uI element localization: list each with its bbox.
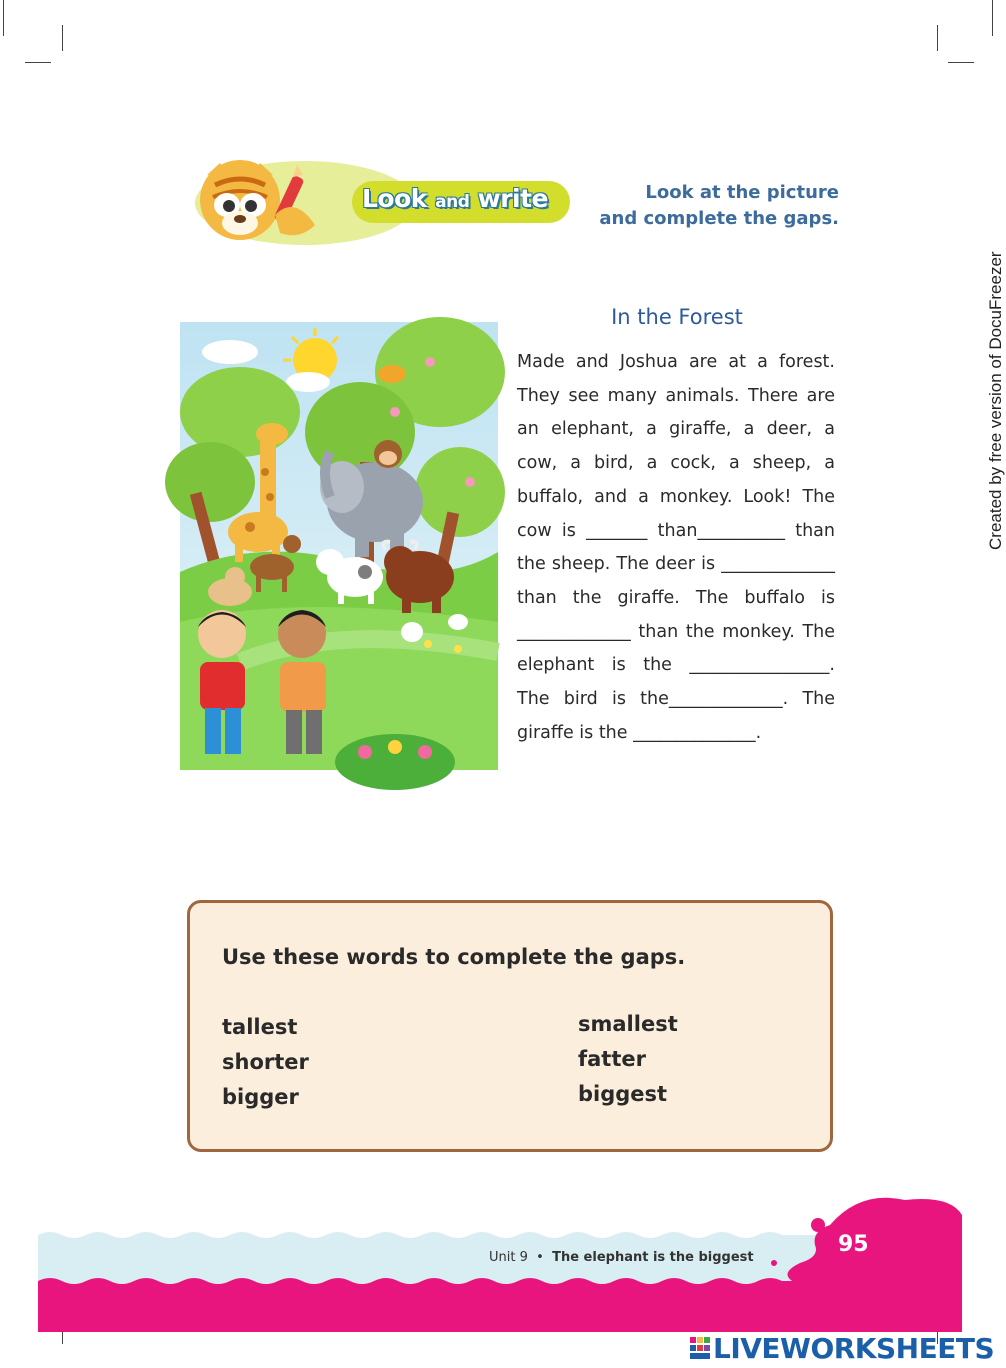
word-box-title: Use these words to complete the gaps. [222,945,686,969]
section-title: Look and write [362,184,549,213]
story-paragraph: Made and Joshua are at a forest. They see many animals. There are an elephant, a giraffe, a deer, a cow, a bird, a cock, a sheep, a buffalo, and a monkey. Look! The cow is _______ than__________ than the sheep. The deer is _____________ than the giraffe. The buffalo is _____________ than the monkey. The elephant is the ________________. The bird is the_____________. The giraffe is the ______________. [517,352,835,743]
instruction-text: Look at the picture and complete the gaps. [599,182,839,229]
page-number: 95 [838,1232,869,1257]
hen-icon [448,614,468,630]
word-item: fatter [578,1047,646,1071]
word-item: biggest [578,1082,668,1106]
forest-illustration [180,322,498,770]
word-item: bigger [222,1085,299,1109]
word-item: smallest [578,1012,678,1036]
liveworksheets-blocks-icon [690,1337,710,1359]
crop-mark [992,0,993,36]
cock-icon [401,622,423,642]
footer-band [0,1195,999,1335]
watermark-text: Created by free version of DocuFreezer [986,251,1005,550]
crop-mark [25,62,51,63]
crop-mark [3,0,4,36]
story-title: In the Forest [611,305,743,329]
word-item: tallest [222,1015,298,1039]
liveworksheets-logo [690,1328,994,1368]
word-item: shorter [222,1050,309,1074]
liveworksheets-wordmark: LIVEWORKSHEETS [713,1331,995,1365]
crop-mark [937,25,938,51]
word-box [187,900,833,1152]
bird-icon [378,365,406,383]
monkey-icon [374,440,402,468]
crop-mark [948,62,974,63]
footer-unit-label: Unit 9 • The elephant is the biggest [489,1250,754,1265]
crop-mark [62,25,63,51]
